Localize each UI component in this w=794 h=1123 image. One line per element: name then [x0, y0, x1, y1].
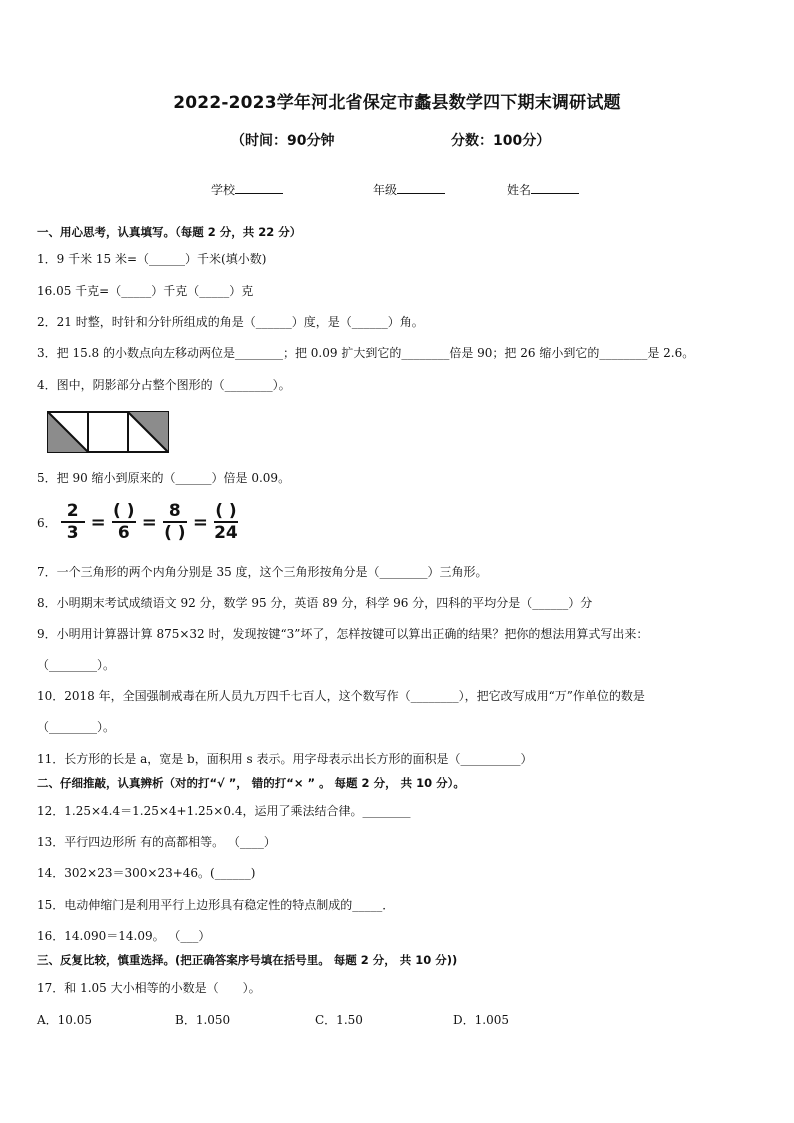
- question-12: 12．1.25×4.4＝1.25×4+1.25×0.4，运用了乘法结合律。________: [37, 804, 411, 818]
- equals-sign: =: [192, 511, 208, 533]
- question-15: 15．电动伸缩门是利用平行上边形具有稳定性的特点制成的_____．: [37, 898, 395, 912]
- question-9a: 9．小明用计算器计算 875×32 时，发现按键“3”坏了，怎样按键可以算出正确的结果？把你的想法用算式写出来：: [37, 627, 649, 641]
- section-3-heading: 三、反复比较，慎重选择。(把正确答案序号填在括号里。 每题 2 分， 共 10 分)): [37, 953, 458, 967]
- fraction-3-numerator: 8: [168, 501, 181, 521]
- fraction-3-denominator[interactable]: ( ): [164, 523, 186, 543]
- equals-sign: =: [141, 511, 157, 533]
- grade-blank[interactable]: [397, 181, 445, 194]
- section-2-heading: 二、仔细推敲，认真辨析（对的打“√ ”， 错的打“× ” 。 每题 2 分， 共 10 分）。: [37, 776, 465, 790]
- exam-time: （时间：90分钟: [231, 133, 335, 149]
- fraction-4-denominator: 24: [214, 523, 238, 543]
- question-11: 11．长方形的长是 a，宽是 b，面积用 s 表示。用字母表示出长方形的面积是（__________）: [37, 752, 533, 766]
- option-d[interactable]: D．1.005: [453, 1013, 509, 1027]
- question-9b: （________）。: [37, 658, 116, 672]
- question-4: 4．图中，阴影部分占整个图形的（________）。: [37, 378, 291, 392]
- fraction-2-numerator[interactable]: ( ): [113, 501, 135, 521]
- question-3: 3．把 15.8 的小数点向左移动两位是________；把 0.09 扩大到它的________倍是 90；把 26 缩小到它的________是 2.6。: [37, 346, 695, 360]
- school-field: [211, 181, 283, 198]
- option-c[interactable]: C．1.50: [315, 1013, 363, 1027]
- question-17: 17．和 1.05 大小相等的小数是（ ）。: [37, 981, 261, 995]
- fraction-2-denominator: 6: [117, 523, 130, 543]
- question-6-label: 6．: [37, 515, 57, 530]
- question-1b: 16.05 千克=（_____）千克（_____）克: [37, 284, 254, 298]
- question-1a: 1．9 千米 15 米=（______）千米(填小数): [37, 252, 267, 266]
- option-b[interactable]: B．1.050: [175, 1013, 231, 1027]
- exam-score: 分数：100分）: [451, 133, 551, 149]
- question-16: 16．14.090＝14.09。 （___）: [37, 929, 211, 943]
- name-field: [507, 181, 579, 198]
- school-blank[interactable]: [235, 181, 283, 194]
- grade-label: 年级: [373, 183, 398, 197]
- question-10b: （________）。: [37, 720, 116, 734]
- question-7: 7．一个三角形的两个内角分别是 35 度，这个三角形按角分是（________）三角形。: [37, 565, 488, 579]
- option-a[interactable]: A．10.05: [37, 1013, 93, 1027]
- question-6: [37, 500, 242, 544]
- question-14: 14．302×23＝300×23+46。(______): [37, 866, 256, 880]
- question-13: 13．平行四边形所 有的高都相等。 （____）: [37, 835, 276, 849]
- fraction-2: [112, 502, 136, 542]
- page-title: 2022-2023学年河北省保定市蠡县数学四下期末调研试题: [173, 93, 621, 113]
- equals-sign: =: [90, 511, 106, 533]
- question-5: 5．把 90 缩小到原来的（______）倍是 0.09。: [37, 471, 291, 485]
- question-8: 8．小明期末考试成绩语文 92 分，数学 95 分，英语 89 分，科学 96 分，四科的平均分是（______）分: [37, 596, 593, 610]
- question-2: 2．21 时整，时针和分针所组成的角是（______）度，是（______）角。: [37, 315, 424, 329]
- name-blank[interactable]: [531, 181, 579, 194]
- shaded-figure: [47, 411, 169, 453]
- fraction-1-numerator: 2: [66, 501, 79, 521]
- fraction-1-denominator: 3: [66, 523, 79, 543]
- name-label: 姓名: [507, 183, 532, 197]
- fraction-1: [61, 502, 85, 542]
- fraction-3: [163, 502, 187, 542]
- fraction-4-numerator[interactable]: ( ): [215, 501, 237, 521]
- fraction-4: [214, 502, 238, 542]
- grade-field: [373, 181, 445, 198]
- section-1-heading: 一、用心思考，认真填写。（每题 2 分，共 22 分）: [37, 225, 302, 239]
- school-label: 学校: [211, 183, 236, 197]
- question-10a: 10．2018 年，全国强制戒毒在所人员九万四千七百人，这个数写作（________），把它改写成用“万”作单位的数是: [37, 689, 645, 703]
